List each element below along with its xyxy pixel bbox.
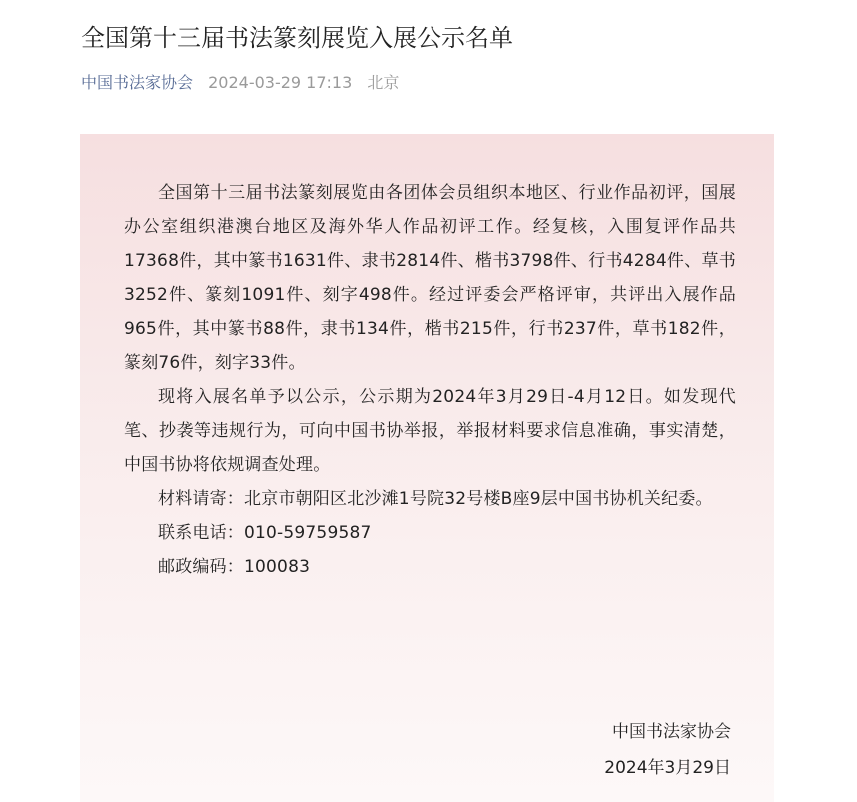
article-meta [81, 70, 399, 96]
body-paragraph-address: 材料请寄：北京市朝阳区北沙滩1号院32号楼B座9层中国书协机关纪委。 [158, 489, 713, 509]
article-body [124, 176, 736, 584]
body-paragraph-postcode: 邮政编码：100083 [158, 557, 311, 577]
body-paragraph-notice: 现将入展名单予以公示，公示期为2024年3月29日-4月12日。如发现代笔、抄袭等违规行为，可向中国书协举报，举报材料要求信息准确，事实清楚，中国书协将依规调查处理。 [124, 387, 736, 475]
publish-location: 北京 [367, 73, 400, 92]
publish-time: 2024-03-29 17:13 [208, 73, 353, 92]
body-paragraph-phone: 联系电话：010-59759587 [158, 523, 372, 543]
author-link[interactable]: 中国书法家协会 [81, 73, 194, 92]
article-title: 全国第十三届书法篆刻展览入展公示名单 [81, 24, 513, 52]
signature-org: 中国书法家协会 [612, 722, 731, 742]
signature-date: 2024年3月29日 [604, 758, 731, 778]
body-paragraph-intro: 全国第十三届书法篆刻展览由各团体会员组织本地区、行业作品初评，国展办公室组织港澳台地区及海外华人作品初评工作。经复核，入围复评作品共17368件，其中篆书1631件、隶书2814件、楷书3798件、行书4284件、草书3252件、篆刻1091件、刻字498件。经过评委会严格评审，共评出入展作品965件，其中篆书88件，隶书134件，楷书215件，行书237件，草书182件，篆刻76件，刻字33件。 [124, 183, 736, 373]
signature-block [604, 714, 731, 786]
